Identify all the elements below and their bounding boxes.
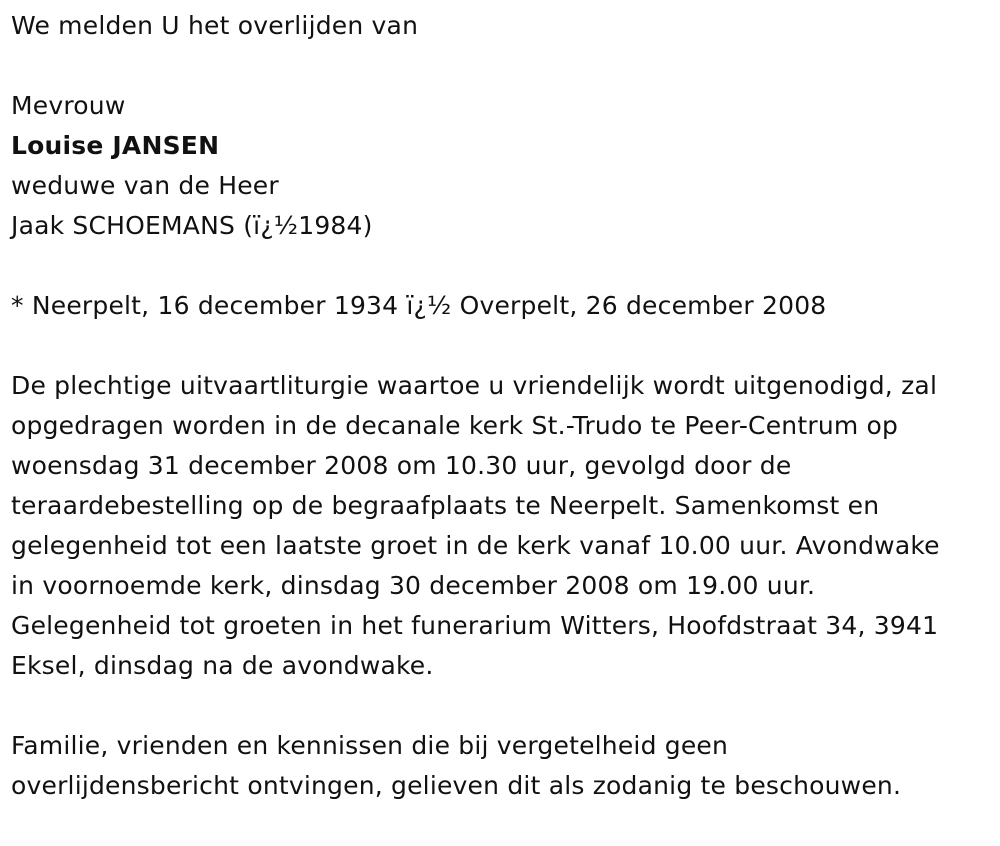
spouse-text: Jaak SCHOEMANS (ï¿½1984) [11, 211, 373, 240]
spacer [11, 686, 996, 726]
funeral-line: gelegenheid tot een laatste groet in de kerk vanaf 10.00 uur. Avondwake [11, 531, 940, 560]
funeral-line: Gelegenheid tot groeten in het funerarium Witters, Hoofdstraat 34, 3941 [11, 611, 939, 640]
funeral-line: De plechtige uitvaartliturgie waartoe u vriendelijk wordt uitgenodigd, zal [11, 371, 938, 400]
funeral-line: opgedragen worden in de decanale kerk St.-Trudo te Peer-Centrum op [11, 411, 899, 440]
funeral-paragraph [11, 366, 996, 686]
closing-line: overlijdensbericht ontvingen, gelieven dit als zodanig te beschouwen. [11, 771, 902, 800]
birth-death-dates: * Neerpelt, 16 december 1934 ï¿½ Overpelt, 26 december 2008 [11, 291, 827, 320]
funeral-line: woensdag 31 december 2008 om 10.30 uur, gevolgd door de [11, 451, 792, 480]
deceased-name: Louise JANSEN [11, 131, 220, 160]
salutation-text: Mevrouw [11, 91, 126, 120]
spacer [11, 46, 996, 86]
spacer [11, 246, 996, 286]
funeral-line: in voornoemde kerk, dinsdag 30 december 2008 om 19.00 uur. [11, 571, 816, 600]
relation-text: weduwe van de Heer [11, 171, 279, 200]
death-notice [11, 6, 996, 806]
closing-line: Familie, vrienden en kennissen die bij vergetelheid geen [11, 731, 729, 760]
funeral-line: Eksel, dinsdag na de avondwake. [11, 651, 434, 680]
spacer [11, 326, 996, 366]
closing-paragraph [11, 726, 996, 806]
intro-text: We melden U het overlijden van [11, 11, 419, 40]
funeral-line: teraardebestelling op de begraafplaats te Neerpelt. Samenkomst en [11, 491, 880, 520]
